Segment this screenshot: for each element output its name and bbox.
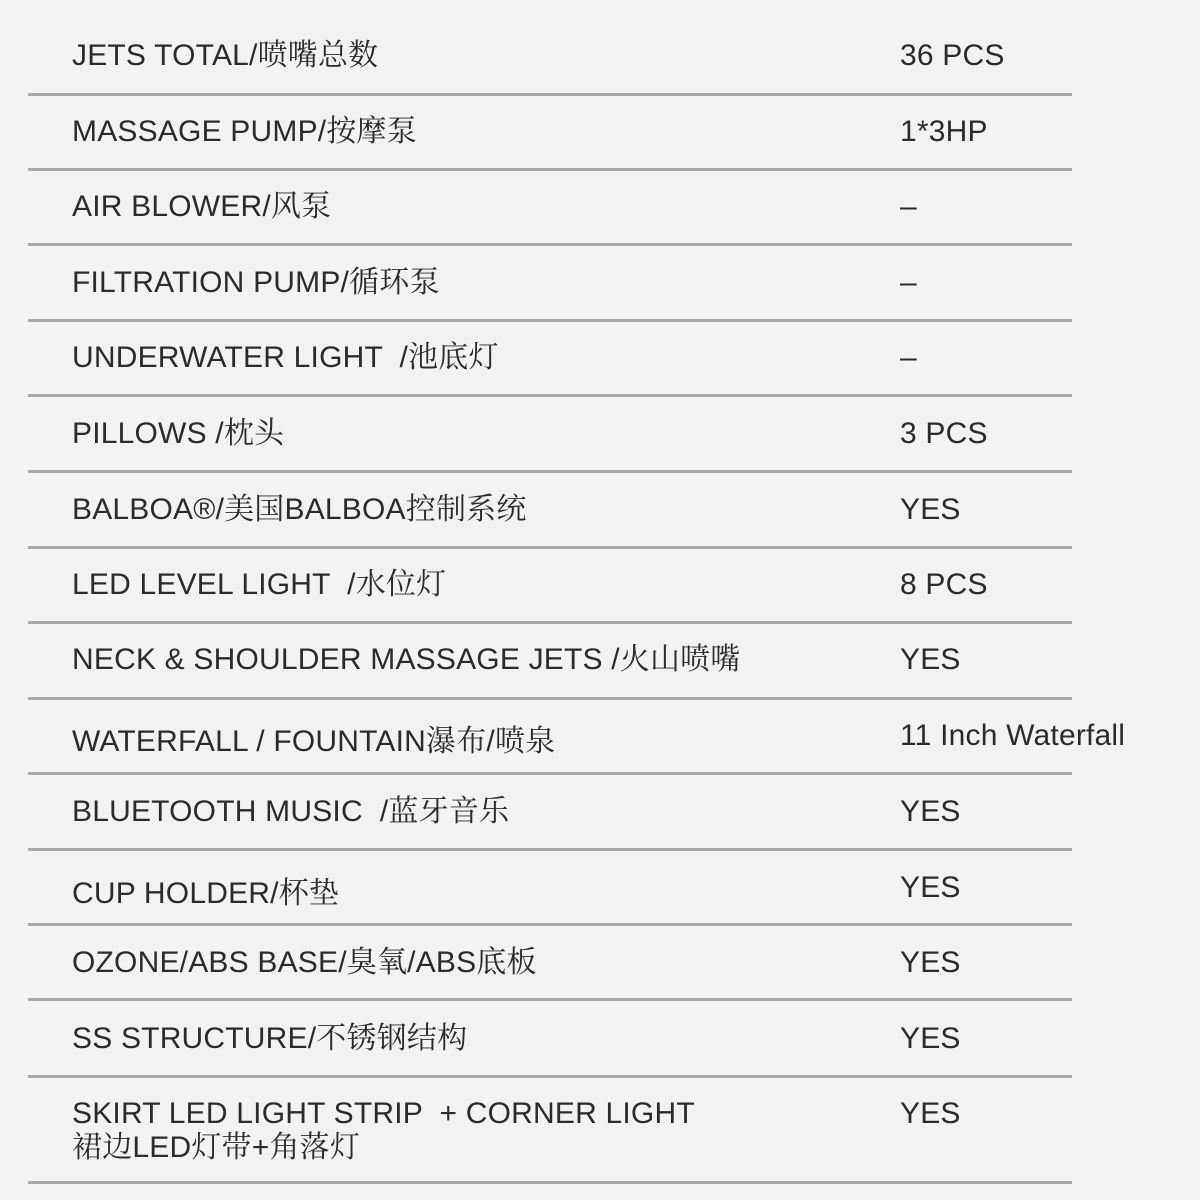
spec-value: 3 PCS xyxy=(900,417,988,450)
spec-value: – xyxy=(900,190,917,223)
spec-label: OZONE/ABS BASE/臭氧/ABS底板 xyxy=(72,946,537,979)
row-divider xyxy=(28,621,1072,624)
spec-value: YES xyxy=(900,871,961,904)
row-divider xyxy=(28,848,1072,851)
spec-value: YES xyxy=(900,1097,961,1130)
row-divider xyxy=(28,1181,1072,1184)
spec-value: 1*3HP xyxy=(900,115,988,148)
spec-value: – xyxy=(900,341,917,374)
row-divider xyxy=(28,394,1072,397)
spec-value: 36 PCS xyxy=(900,39,1005,72)
spec-label: BLUETOOTH MUSIC /蓝牙音乐 xyxy=(72,795,510,828)
spec-label: JETS TOTAL/喷嘴总数 xyxy=(72,39,379,72)
row-divider xyxy=(28,93,1072,96)
spec-label: UNDERWATER LIGHT /池底灯 xyxy=(72,341,499,374)
row-divider xyxy=(28,470,1072,473)
spec-label-line2: 裙边LED灯带+角落灯 xyxy=(72,1131,361,1164)
row-divider xyxy=(28,168,1072,171)
spec-value: YES xyxy=(900,946,961,979)
spec-value: YES xyxy=(900,1022,961,1055)
row-divider xyxy=(28,1075,1072,1078)
spec-label: SS STRUCTURE/不锈钢结构 xyxy=(72,1022,468,1055)
spec-label: WATERFALL / FOUNTAIN瀑布/喷泉 xyxy=(72,725,556,758)
row-divider xyxy=(28,546,1072,549)
row-divider xyxy=(28,697,1072,700)
row-divider xyxy=(28,772,1072,775)
spec-value: YES xyxy=(900,795,961,828)
spec-label: AIR BLOWER/风泵 xyxy=(72,190,332,223)
spec-label: PILLOWS /枕头 xyxy=(72,417,285,450)
spec-label: BALBOA®/美国BALBOA控制系统 xyxy=(72,493,527,526)
spec-label: NECK & SHOULDER MASSAGE JETS /火山喷嘴 xyxy=(72,643,741,676)
spec-label-line1: SKIRT LED LIGHT STRIP + CORNER LIGHT xyxy=(72,1097,695,1130)
spec-label: MASSAGE PUMP/按摩泵 xyxy=(72,115,417,148)
spec-value: 8 PCS xyxy=(900,568,988,601)
spec-label xyxy=(72,1097,695,1165)
spec-label: CUP HOLDER/杯垫 xyxy=(72,877,340,910)
row-divider xyxy=(28,243,1072,246)
spec-label: FILTRATION PUMP/循环泵 xyxy=(72,266,440,299)
row-divider xyxy=(28,319,1072,322)
spec-value: YES xyxy=(900,493,961,526)
spec-value: 11 Inch Waterfall xyxy=(900,719,1126,752)
row-divider xyxy=(28,923,1072,926)
spec-value: YES xyxy=(900,643,961,676)
row-divider xyxy=(28,998,1072,1001)
spec-label: LED LEVEL LIGHT /水位灯 xyxy=(72,568,447,601)
spec-value: – xyxy=(900,266,917,299)
